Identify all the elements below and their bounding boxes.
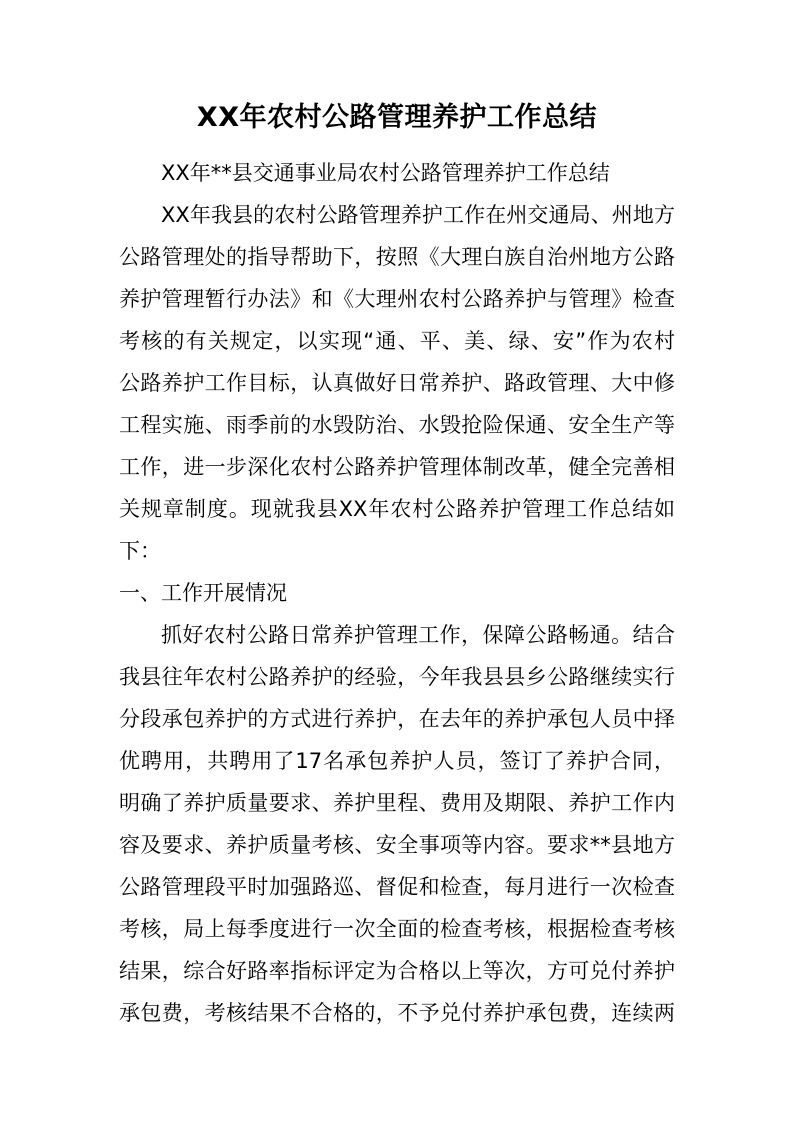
paragraph-line: 公路养护工作目标，认真做好日常养护、路政管理、大中修 (119, 371, 675, 395)
paragraph-line: XX年我县的农村公路管理养护工作在州交通局、州地方 (161, 203, 675, 227)
paragraph-line: 优聘用，共聘用了17名承包养护人员，签订了养护合同， (119, 749, 675, 773)
paragraph-line: 公路管理处的指导帮助下，按照《大理白族自治州地方公路 (119, 245, 675, 269)
paragraph-line: 工作，进一步深化农村公路养护管理体制改革，健全完善相 (119, 455, 675, 479)
paragraph-line: 关规章制度。现就我县XX年农村公路养护管理工作总结如 (119, 497, 675, 521)
paragraph-line: 明确了养护质量要求、养护里程、费用及期限、养护工作内 (119, 791, 675, 815)
paragraph-line: 抓好农村公路日常养护管理工作，保障公路畅通。结合 (161, 623, 675, 647)
paragraph-line: 公路管理段平时加强路巡、督促和检查，每月进行一次检查 (119, 875, 675, 899)
section-heading: 一、工作开展情况 (119, 581, 287, 605)
document-title: XX年农村公路管理养护工作总结 (196, 102, 598, 133)
paragraph-line: 下： (119, 539, 161, 563)
paragraph-line: 承包费，考核结果不合格的，不予兑付养护承包费，连续两 (119, 1001, 675, 1025)
paragraph-line: 结果，综合好路率指标评定为合格以上等次，方可兑付养护 (119, 959, 675, 983)
paragraph-line: 工程实施、雨季前的水毁防治、水毁抢险保通、安全生产等 (119, 413, 675, 437)
paragraph-line: 容及要求、养护质量考核、安全事项等内容。要求**县地方 (119, 833, 675, 857)
document-subtitle: XX年**县交通事业局农村公路管理养护工作总结 (161, 161, 610, 185)
paragraph-line: 考核的有关规定，以实现“通、平、美、绿、安”作为农村 (119, 329, 675, 353)
paragraph-line: 分段承包养护的方式进行养护，在去年的养护承包人员中择 (119, 707, 675, 731)
paragraph-line: 养护管理暂行办法》和《大理州农村公路养护与管理》检查 (119, 287, 675, 311)
paragraph-line: 我县往年农村公路养护的经验，今年我县县乡公路继续实行 (119, 665, 675, 689)
paragraph-line: 考核，局上每季度进行一次全面的检查考核，根据检查考核 (119, 917, 675, 941)
